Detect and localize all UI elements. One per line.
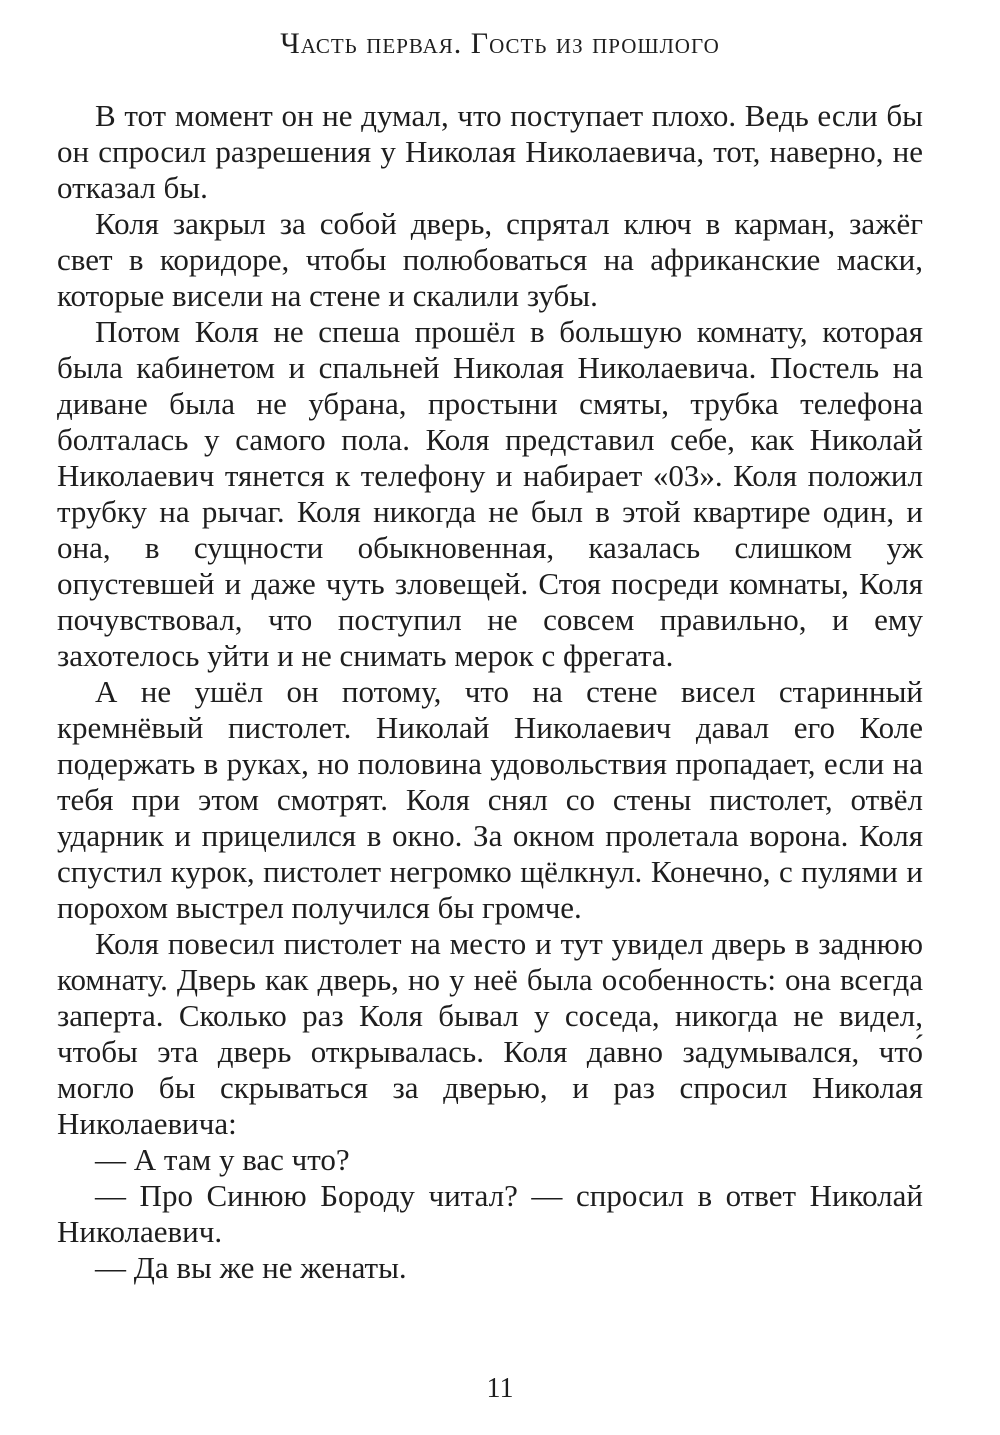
page-number: 11 (486, 1373, 514, 1404)
body-text (57, 98, 923, 1286)
paragraph: А не ушёл он потому, что на стене висел старинный кремнёвый пистолет. Николай Николаевич давал его Коле подержать в руках, но половина удовольствия пропадает, если на тебя при этом смотрят. Коля снял со стены пистолет, отвёл ударник и прицелился в окно. За окном пролетала ворона. Коля спустил курок, пистолет негромко щёлкнул. Конечно, с пулями и порохом выстрел получился бы громче. (57, 674, 923, 925)
dialogue-line: — Да вы же не женаты. (95, 1250, 407, 1285)
paragraph: В тот момент он не думал, что поступает плохо. Ведь если бы он спросил разрешения у Николая Николаевича, тот, наверно, не отказал бы. (57, 98, 923, 205)
paragraph: Потом Коля не спеша прошёл в большую комнату, которая была кабинетом и спальней Николая Николаевича. Постель на диване была не убрана, простыни смяты, трубка телефона болталась у самого пола. Коля представил себе, как Николай Николаевич тянется к телефону и набирает «03». Коля положил трубку на рычаг. Коля никогда не был в этой квартире один, и она, в сущности обыкновенная, казалась слишком уж опустевшей и даже чуть зловещей. Стоя посреди комнаты, Коля почувствовал, что поступил не совсем правильно, и ему захотелось уйти и не снимать мерок с фрегата. (57, 314, 923, 673)
paragraph: Коля повесил пистолет на место и тут увидел дверь в заднюю комнату. Дверь как дверь, но у неё была особенность: она всегда заперта. Сколько раз Коля бывал у соседа, никогда не видел, чтобы эта дверь открывалась. Коля давно задумывался, что́ могло бы скрываться за дверью, и раз спросил Николая Николаевича: (57, 926, 923, 1141)
dialogue-line: — Про Синюю Бороду читал? — спросил в ответ Николай Николаевич. (57, 1178, 923, 1249)
paragraph: Коля закрыл за собой дверь, спрятал ключ в карман, зажёг свет в коридоре, чтобы полюбоваться на африканские маски, которые висели на стене и скалили зубы. (57, 206, 923, 313)
dialogue-line: — А там у вас что? (95, 1142, 350, 1177)
running-header: Часть первая. Гость из прошлого (280, 27, 720, 60)
